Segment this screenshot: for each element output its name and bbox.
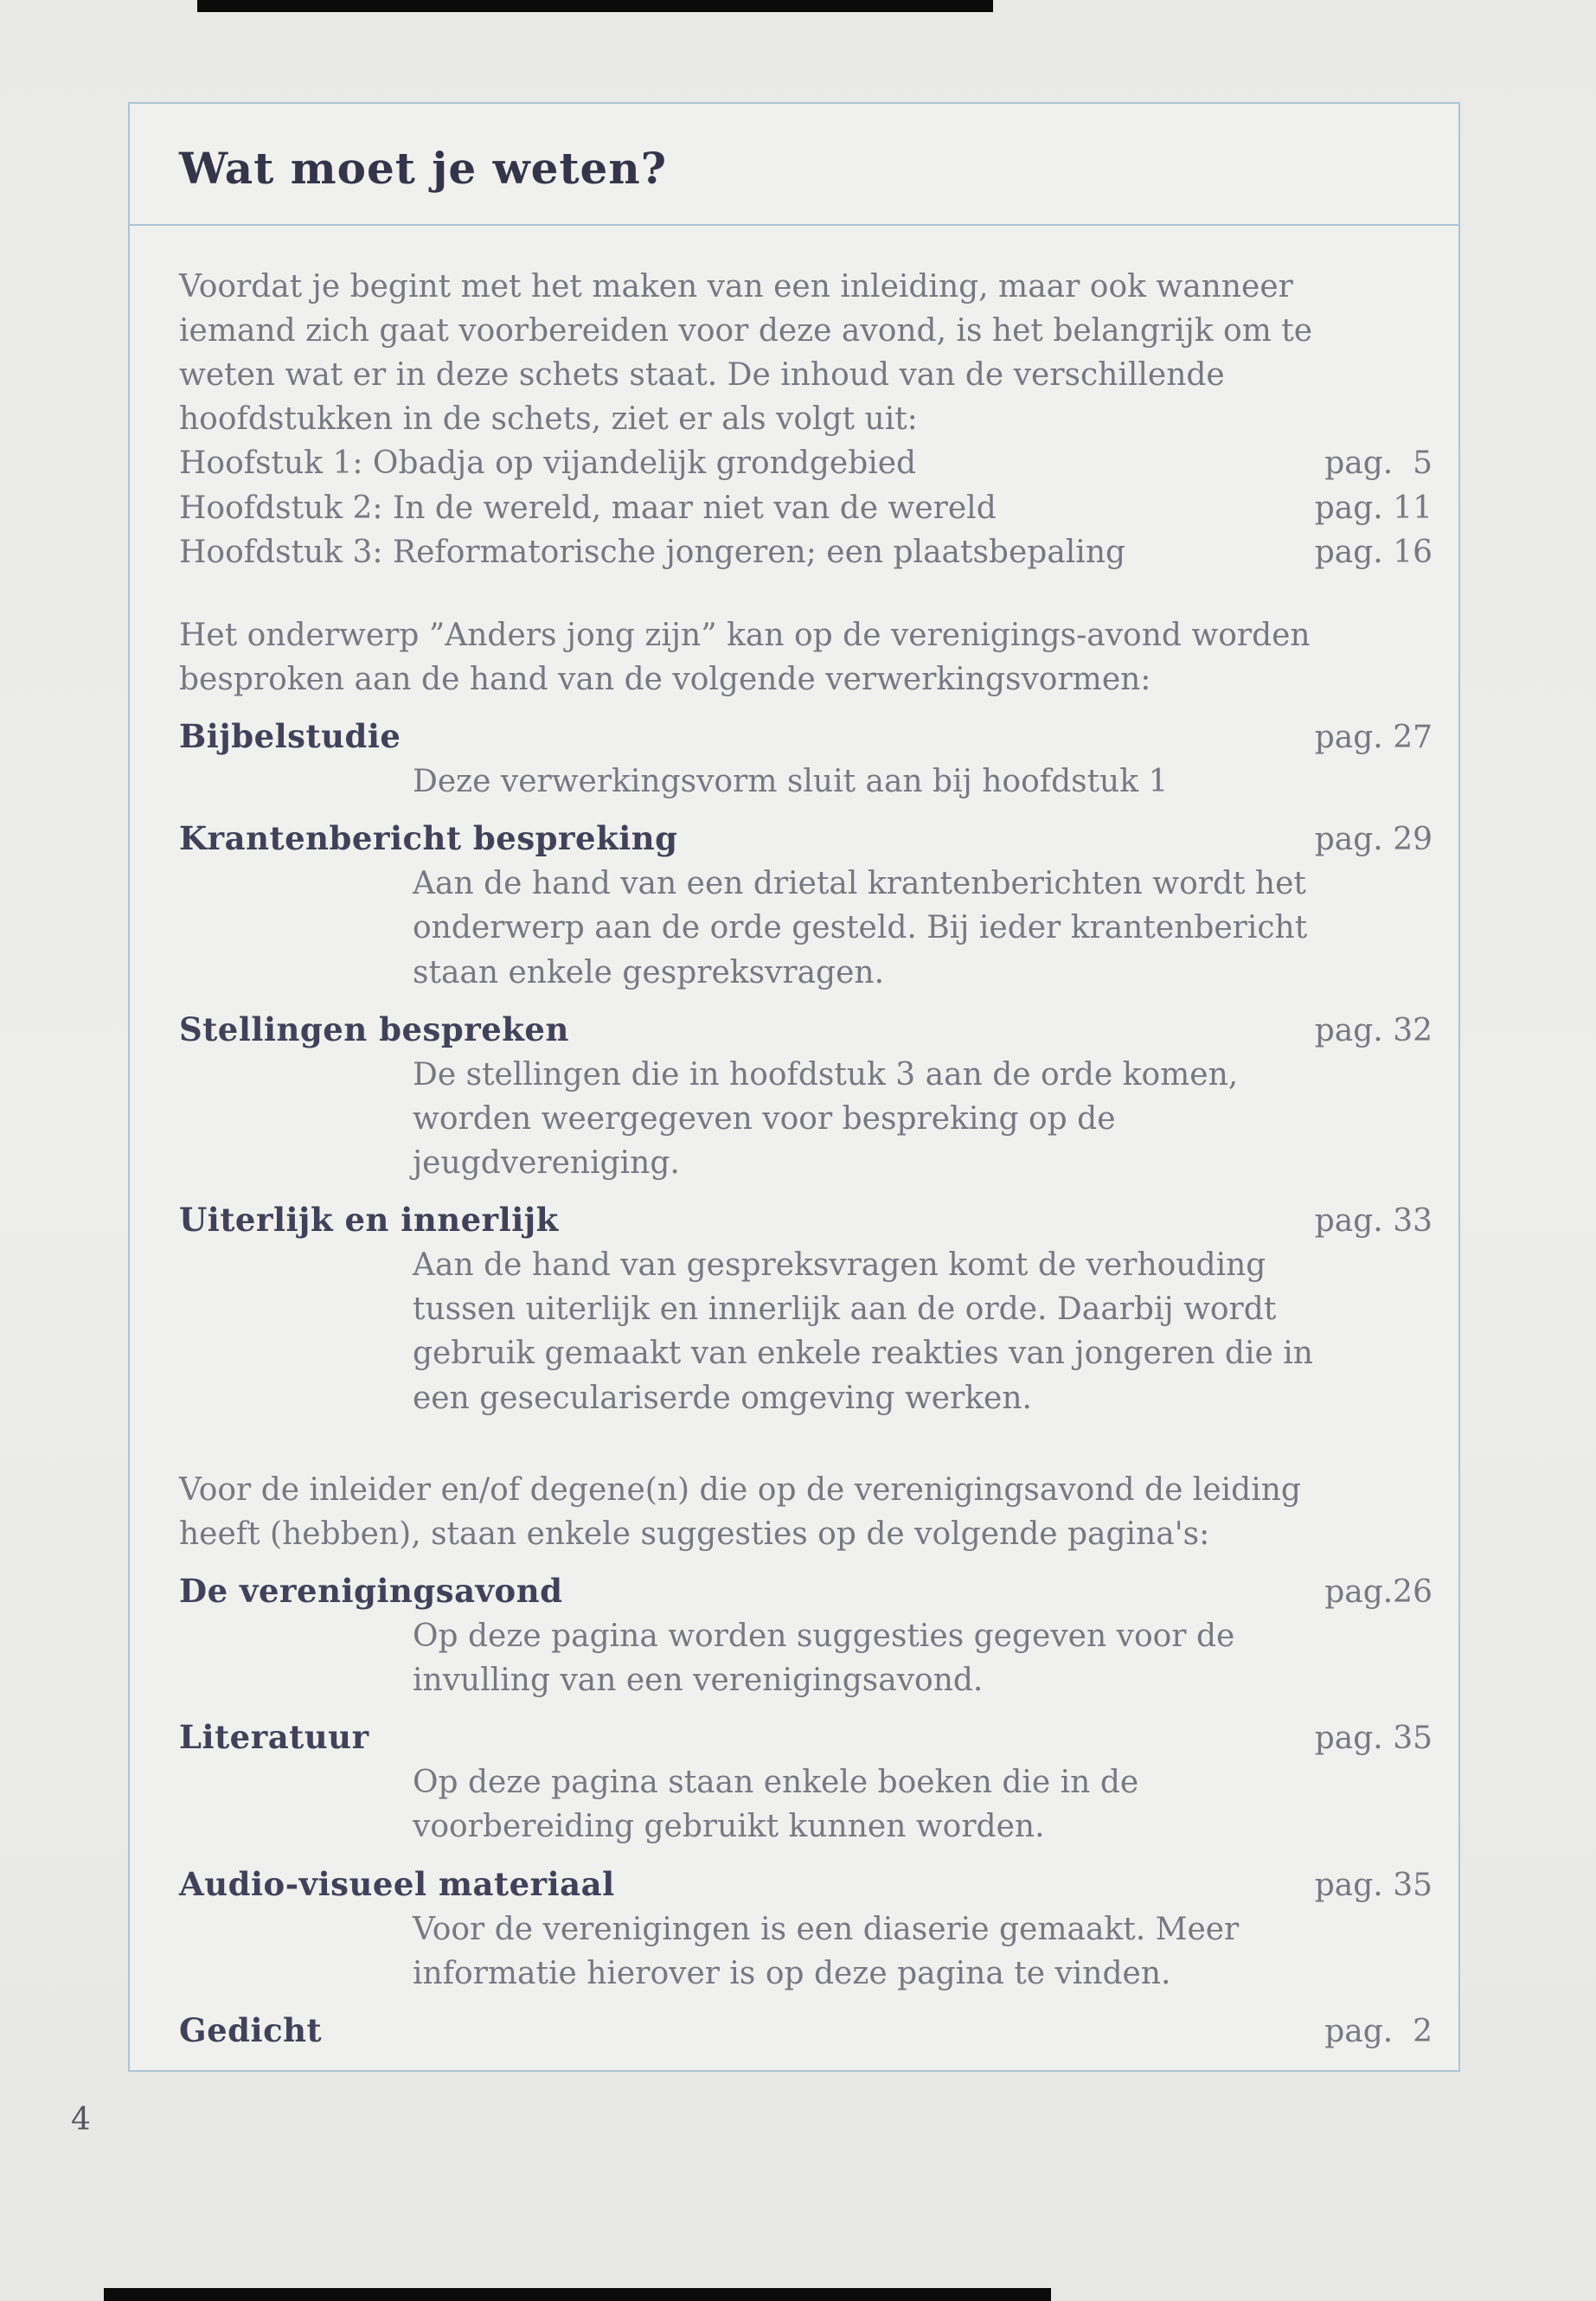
- content-frame: [128, 102, 1460, 2072]
- section-page-ref: pag. 35: [1314, 1867, 1433, 1903]
- section-krantenbericht: [179, 816, 1433, 994]
- section-stellingen: [179, 1007, 1433, 1185]
- section-bijbelstudie: [179, 714, 1433, 804]
- scan-artifact-top: [197, 0, 993, 12]
- page-title: Wat moet je weten?: [179, 143, 667, 194]
- section-title: Audio-visueel materiaal: [179, 1864, 615, 1903]
- section-page-ref: pag. 27: [1314, 719, 1433, 755]
- section-title: Bijbelstudie: [179, 716, 401, 755]
- section-title: Uiterlijk en innerlijk: [179, 1201, 559, 1240]
- chapter-page-ref: pag. 5: [1324, 445, 1433, 482]
- page-number: 4: [71, 2102, 91, 2138]
- section-heading-row: [179, 714, 1433, 760]
- workforms-intro-paragraph: Het onderwerp ”Anders jong zijn” kan op de verenigings-avond worden besproken aan de hand van de volgende verwerkingsvormen:: [179, 617, 1311, 697]
- section-description: Voor de verenigingen is een diaserie gemaakt. Meer informatie hierover is op deze pagina te vinden.: [413, 1911, 1240, 1991]
- section-title: Stellingen bespreken: [179, 1009, 569, 1048]
- section-gedicht: [179, 2008, 1433, 2054]
- section-description: Op deze pagina staan enkele boeken die in de voorbereiding gebruikt kunnen worden.: [413, 1765, 1139, 1845]
- chapter-label: Hoofdstuk 2: In de wereld, maar niet van de wereld: [179, 490, 997, 526]
- section-heading-row: [179, 2008, 1433, 2054]
- section-heading-row: [179, 1715, 1433, 1760]
- section-literatuur: [179, 1715, 1433, 1849]
- chapter-row: [179, 441, 1433, 485]
- chapter-page-ref: pag. 11: [1314, 490, 1433, 526]
- section-title: Gedicht: [179, 2010, 323, 2049]
- section-heading-row: [179, 1568, 1433, 1614]
- section-page-ref: pag. 35: [1314, 1721, 1433, 1757]
- section-uiterlijk: [179, 1197, 1433, 1420]
- section-heading-row: [179, 1007, 1433, 1053]
- chapter-page-ref: pag. 16: [1314, 534, 1433, 570]
- section-description: De stellingen die in hoofdstuk 3 aan de orde komen, worden weergegeven voor bespreking op de jeugdvereniging.: [413, 1056, 1239, 1181]
- section-heading-row: [179, 816, 1433, 862]
- chapter-label: Hoofdstuk 3: Reformatorische jongeren; een plaatsbepaling: [179, 534, 1126, 570]
- chapter-list: [179, 441, 1433, 574]
- chapter-row: [179, 530, 1433, 574]
- section-description: Op deze pagina worden suggesties gegeven voor de invulling van een verenigingsavond.: [413, 1618, 1235, 1699]
- section-description: Aan de hand van gespreksvragen komt de verhouding tussen uiterlijk en innerlijk aan de orde. Daarbij wordt gebruik gemaakt van enkele reakties van jongeren die in een geseculariserde omgeving werken.: [413, 1247, 1313, 1416]
- section-description: Aan de hand van een drietal krantenberichten wordt het onderwerp aan de orde gesteld. Bij ieder krantenbericht staan enkele gespreksvragen.: [413, 866, 1308, 990]
- section-description: Deze verwerkingsvorm sluit aan bij hoofdstuk 1: [413, 764, 1169, 800]
- scan-artifact-bottom: [104, 2288, 1051, 2301]
- section-title: Literatuur: [179, 1718, 369, 1757]
- page-content: [179, 226, 1433, 2054]
- section-page-ref: pag.26: [1324, 1574, 1433, 1610]
- section-title: Krantenbericht bespreking: [179, 819, 678, 858]
- section-title: De verenigingsavond: [179, 1571, 563, 1610]
- chapter-row: [179, 486, 1433, 530]
- section-audiovisueel: [179, 1862, 1433, 1996]
- section-heading-row: [179, 1862, 1433, 1907]
- section-verenigingsavond: [179, 1568, 1433, 1702]
- chapter-label: Hoofstuk 1: Obadja op vijandelijk grondgebied: [179, 445, 917, 482]
- intro-paragraph: Voordat je begint met het maken van een inleiding, maar ook wanneer iemand zich gaat voorbereiden voor deze avond, is het belangrijk om te weten wat er in deze schets staat. De inhoud van de verschillende hoofdstukken in de schets, ziet er als volgt uit:: [179, 269, 1313, 438]
- section-page-ref: pag. 29: [1314, 822, 1433, 858]
- leader-intro-paragraph: Voor de inleider en/of degene(n) die op de verenigingsavond de leiding heeft (hebben), staan enkele suggesties op de volgende pagina's:: [179, 1471, 1301, 1552]
- section-page-ref: pag. 33: [1314, 1203, 1433, 1240]
- section-page-ref: pag. 32: [1314, 1012, 1433, 1048]
- section-heading-row: [179, 1197, 1433, 1243]
- section-page-ref: pag. 2: [1324, 2013, 1433, 2049]
